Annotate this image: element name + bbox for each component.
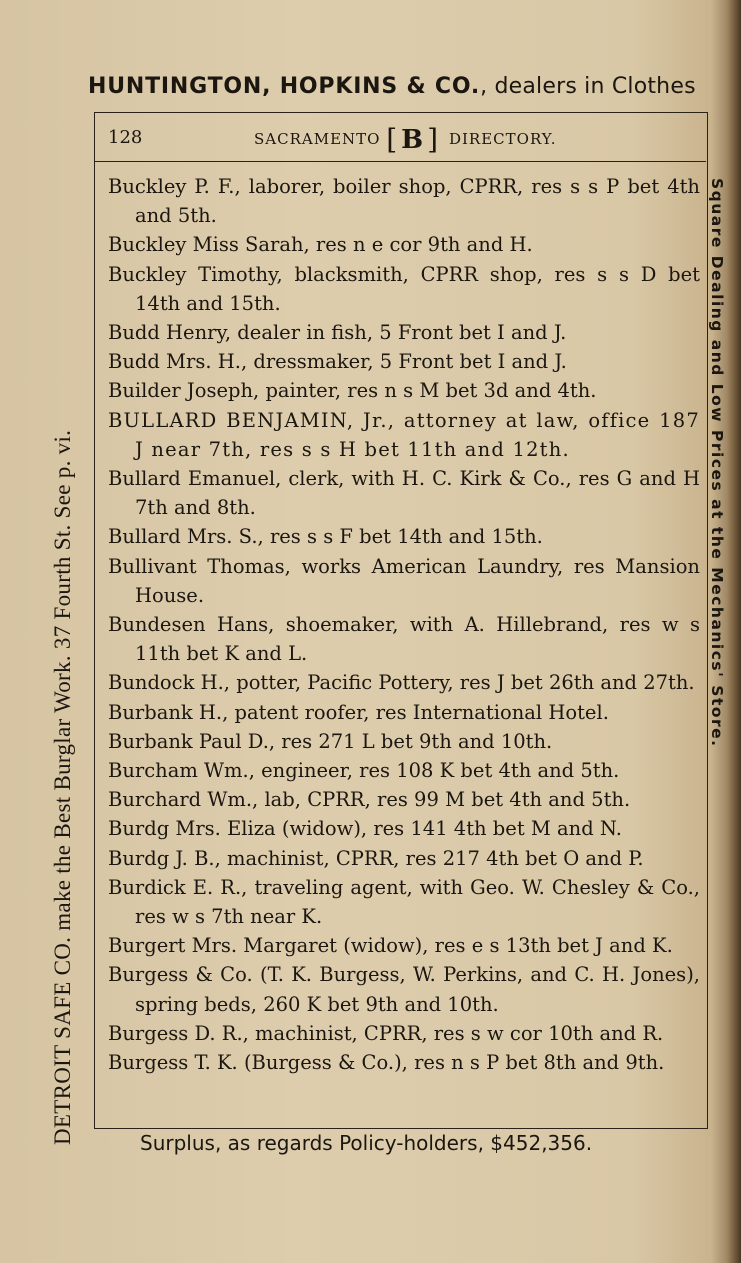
directory-entry: Burgess D. R., machinist, CPRR, res s w cor 10th and R. — [108, 1021, 664, 1045]
directory-label: DIRECTORY. — [448, 130, 557, 148]
directory-entries — [108, 172, 700, 1122]
city-name: SACRAMENTO — [254, 130, 381, 148]
section-letter: B — [401, 125, 425, 155]
directory-entry: Burbank H., patent roofer, res International Hotel. — [108, 700, 609, 724]
directory-entry: Budd Henry, dealer in fish, 5 Front bet I and J. — [108, 321, 567, 345]
directory-entry: Bundock H., potter, Pacific Pottery, res J bet 26th and 27th. — [108, 671, 695, 695]
directory-entry: Burdg J. B., machinist, CPRR, res 217 4th bet O and P. — [108, 846, 644, 870]
directory-entry: Bundesen Hans, shoemaker, with A. Hillebrand, res w s 11th bet K and L. — [108, 613, 700, 666]
right-margin-advertisement: Square Dealing and Low Prices at the Mechanics' Store. — [708, 178, 726, 748]
directory-entry: Buckley P. F., laborer, boiler shop, CPRR, res s s P bet 4th and 5th. — [108, 175, 700, 228]
directory-entry: Burdg Mrs. Eliza (widow), res 141 4th bet M and N. — [108, 817, 622, 841]
book-spine-shadow — [727, 0, 741, 1263]
top-ad-firm: HUNTINGTON, HOPKINS & CO. — [88, 74, 481, 99]
directory-entry: Budd Mrs. H., dressmaker, 5 Front bet I and J. — [108, 350, 567, 374]
top-ad-tagline: , dealers in Clothes — [480, 74, 696, 99]
directory-entry: Buckley Timothy, blacksmith, CPRR shop, res s s D bet 14th and 15th. — [108, 262, 700, 315]
running-header — [94, 113, 706, 162]
open-bracket: [ — [386, 123, 399, 156]
page-number: 128 — [108, 127, 143, 148]
directory-entry: Builder Joseph, painter, res n s M bet 3d and 4th. — [108, 379, 597, 403]
section-title — [254, 123, 594, 157]
top-advertisement — [88, 74, 718, 106]
directory-entry: Bullard Emanuel, clerk, with H. C. Kirk & Co., res G and H 7th and 8th. — [108, 467, 700, 520]
footer-advertisement: Surplus, as regards Policy-holders, $452,356. — [140, 1131, 593, 1155]
directory-entry: Burdick E. R., traveling agent, with Geo. W. Chesley & Co., res w s 7th near K. — [108, 875, 700, 929]
directory-entry: Bullivant Thomas, works American Laundry, res Mansion House. — [108, 554, 700, 607]
directory-entry: Bullard Mrs. S., res s s F bet 14th and 15th. — [108, 525, 543, 549]
directory-entry: Burgess & Co. (T. K. Burgess, W. Perkins, and C. H. Jones), spring beds, 260 K bet 9th and 10th. — [108, 963, 700, 1016]
directory-entry: BULLARD BENJAMIN, Jr., attorney at law, office 187 J near 7th, res s s H bet 11th and 12th. — [108, 408, 700, 461]
directory-entry: Burgert Mrs. Margaret (widow), res e s 13th bet J and K. — [108, 934, 673, 958]
left-margin-advertisement: DETROIT SAFE CO. make the Best Burglar Work. 37 Fourth St. See p. vi. — [50, 429, 75, 1145]
close-bracket: ] — [427, 123, 449, 156]
directory-entry: Buckley Miss Sarah, res n e cor 9th and H. — [108, 233, 533, 257]
directory-entry: Burcham Wm., engineer, res 108 K bet 4th and 5th. — [108, 759, 620, 783]
directory-entry: Burbank Paul D., res 271 L bet 9th and 10th. — [108, 729, 553, 753]
directory-entry: Burgess T. K. (Burgess & Co.), res n s P bet 8th and 9th. — [108, 1051, 665, 1075]
directory-entry: Burchard Wm., lab, CPRR, res 99 M bet 4th and 5th. — [108, 788, 631, 812]
